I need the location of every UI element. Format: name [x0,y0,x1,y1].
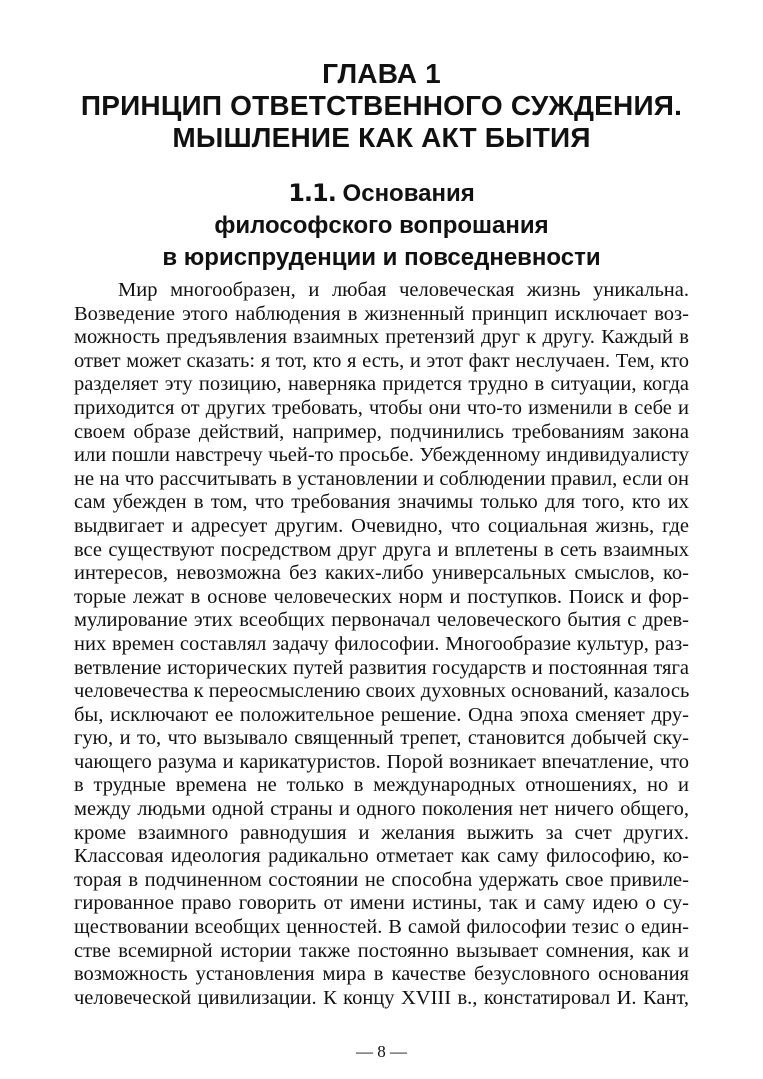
section-number: 1.1. [288,179,336,207]
text-line: все существуют посредством друг друга и вплетены в сеть взаимных [74,538,689,561]
text-line: не на что рассчитывать в установлении и соблюдении правил, если он [74,467,689,490]
text-line: разделяет эту позицию, наверняка придется трудно в ситуации, когда [74,373,689,396]
text-line: них времен составлял задачу философии. Многообразие культур, раз- [74,632,689,655]
text-line: приходится от других требовать, чтобы они что-то изменили в себе и [74,396,689,419]
section-title-line [0,177,763,210]
text-line: бы, исключают ее положительное решение. Одна эпоха сменяет дру- [74,703,689,726]
text-line: ветвление исторических путей развития государств и постоянная тяга [74,656,689,679]
body-paragraph [74,279,689,1010]
chapter-number: ГЛАВА 1 [322,58,441,89]
text-line: гую, и то, что вызывало священный трепет, становится добычей ску- [74,727,689,750]
section-title-line: философского вопрошания [214,212,549,239]
text-line: ответ может сказать: я тот, кто я есть, и этот факт неслучаен. Тем, кто [74,349,689,372]
text-line: человеческой цивилизации. К концу XVIII в., констатировал И. Кант, [74,986,689,1009]
text-line: стве всемирной истории также постоянно вызывает сомнения, как и [74,939,689,962]
text-line: Мир многообразен, и любая человеческая жизнь уникальна. [118,279,689,301]
text-line: можность предъявления взаимных претензий друг к другу. Каждый в [74,326,689,349]
section-heading [0,177,763,274]
text-line: или пошли навстречу чьей-то просьбе. Убежденному индивидуалисту [74,444,689,467]
text-line: чающего разума и карикатуристов. Порой возникает впечатление, что [74,750,689,773]
text-line: человечества к переосмыслению своих духовных оснований, казалось [74,680,690,703]
text-line: Классовая идеология радикально отметает как саму философию, ко- [74,845,689,868]
text-line: сам убежден в том, что требования значимы только для того, кто их [74,491,689,514]
section-title-text: Основания [342,180,475,207]
text-line: ществовании всеобщих ценностей. В самой философии тезис о един- [74,916,689,939]
text-line: между людьми одной страны и одного поколения нет ничего общего, [74,798,689,821]
text-line: выдвигает и адресует другим. Очевидно, что социальная жизнь, где [74,514,689,537]
text-line: своем образе действий, например, подчинились требованиям закона [74,420,689,443]
page-number: — 8 — [356,1042,407,1061]
text-line: торая в подчиненном состоянии не способна удержать свое привиле- [74,868,689,891]
text-line: интересов, невозможна без каких-либо универсальных смыслов, ко- [74,562,689,585]
text-line: возможность установления мира в качестве безусловного основания [74,963,689,986]
chapter-title-line: МЫШЛЕНИЕ КАК АКТ БЫТИЯ [172,122,591,153]
chapter-heading [0,58,763,154]
text-line: торые лежат в основе человеческих норм и поступков. Поиск и фор- [74,585,689,608]
chapter-title-line: ПРИНЦИП ОТВЕТСТВЕННОГО СУЖДЕНИЯ. [80,90,683,121]
text-line: гированное право говорить от имени истины, так и саму идею о су- [74,892,689,915]
text-line: кроме взаимного равнодушия и желания выжить за счет других. [74,821,689,844]
text-line: в трудные времена не только в международных отношениях, но и [74,774,689,797]
text-line: Возведение этого наблюдения в жизненный принцип исключает воз- [74,302,689,325]
text-line: мулирование этих всеобщих первоначал человеческого бытия с древ- [74,609,689,632]
section-title-line: в юриспруденции и повседневности [162,244,601,271]
